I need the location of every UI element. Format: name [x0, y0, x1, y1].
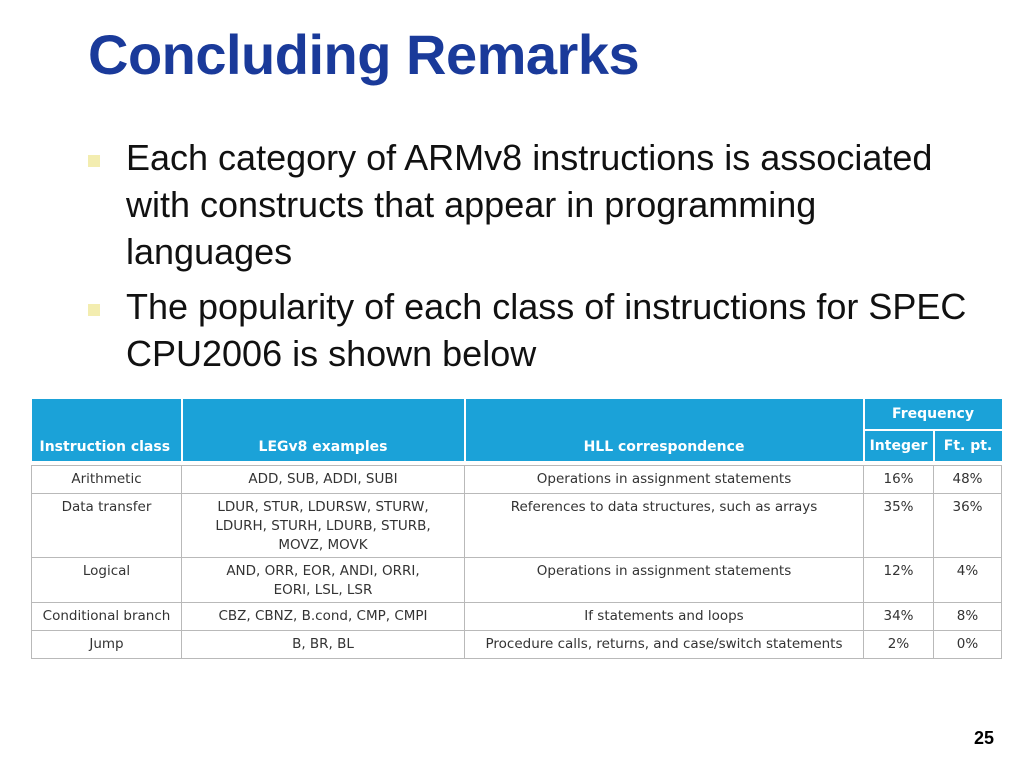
- cell-integer: 34%: [864, 603, 934, 631]
- header-instruction-class: Instruction class: [32, 399, 182, 461]
- cell-class: Data transfer: [32, 494, 182, 558]
- cell-examples: ADD, SUB, ADDI, SUBI: [182, 466, 465, 494]
- slide-title: Concluding Remarks: [88, 23, 640, 86]
- cell-class: Jump: [32, 631, 182, 659]
- bullet-list: [86, 134, 986, 385]
- header-legv8-examples: LEGv8 examples: [182, 399, 465, 461]
- cell-examples: B, BR, BL: [182, 631, 465, 659]
- header-ft-pt: Ft. pt.: [934, 430, 1002, 461]
- cell-integer: 35%: [864, 494, 934, 558]
- table-row: [32, 494, 1002, 558]
- cell-ft-pt: 0%: [934, 631, 1002, 659]
- bullet-text: The popularity of each class of instructions for SPEC CPU2006 is shown below: [126, 286, 967, 374]
- cell-integer: 16%: [864, 466, 934, 494]
- cell-ft-pt: 4%: [934, 558, 1002, 603]
- bullet-square-icon: [88, 155, 100, 167]
- cell-integer: 12%: [864, 558, 934, 603]
- cell-examples: AND, ORR, EOR, ANDI, ORRI, EORI, LSL, LSR: [182, 558, 465, 603]
- instruction-frequency-table: [31, 399, 1002, 659]
- cell-ft-pt: 8%: [934, 603, 1002, 631]
- cell-examples: LDUR, STUR, LDURSW, STURW, LDURH, STURH, LDURB, STURB, MOVZ, MOVK: [182, 494, 465, 558]
- cell-hll: Procedure calls, returns, and case/switch statements: [465, 631, 864, 659]
- header-frequency: Frequency: [864, 399, 1002, 430]
- page-number: 25: [973, 728, 994, 748]
- table-row: [32, 631, 1002, 659]
- table-row: [32, 603, 1002, 631]
- cell-class: Logical: [32, 558, 182, 603]
- bullet-item: [86, 134, 986, 275]
- bullet-item: [86, 283, 986, 377]
- cell-examples: CBZ, CBNZ, B.cond, CMP, CMPI: [182, 603, 465, 631]
- cell-hll: Operations in assignment statements: [465, 558, 864, 603]
- header-hll-correspondence: HLL correspondence: [465, 399, 864, 461]
- cell-ft-pt: 48%: [934, 466, 1002, 494]
- header-integer: Integer: [864, 430, 934, 461]
- cell-class: Arithmetic: [32, 466, 182, 494]
- table-row: [32, 558, 1002, 603]
- cell-hll: References to data structures, such as arrays: [465, 494, 864, 558]
- cell-hll: If statements and loops: [465, 603, 864, 631]
- cell-class: Conditional branch: [32, 603, 182, 631]
- cell-ft-pt: 36%: [934, 494, 1002, 558]
- table-row: [32, 466, 1002, 494]
- bullet-text: Each category of ARMv8 instructions is associated with constructs that appear in programming languages: [126, 137, 933, 272]
- cell-integer: 2%: [864, 631, 934, 659]
- bullet-square-icon: [88, 304, 100, 316]
- cell-hll: Operations in assignment statements: [465, 466, 864, 494]
